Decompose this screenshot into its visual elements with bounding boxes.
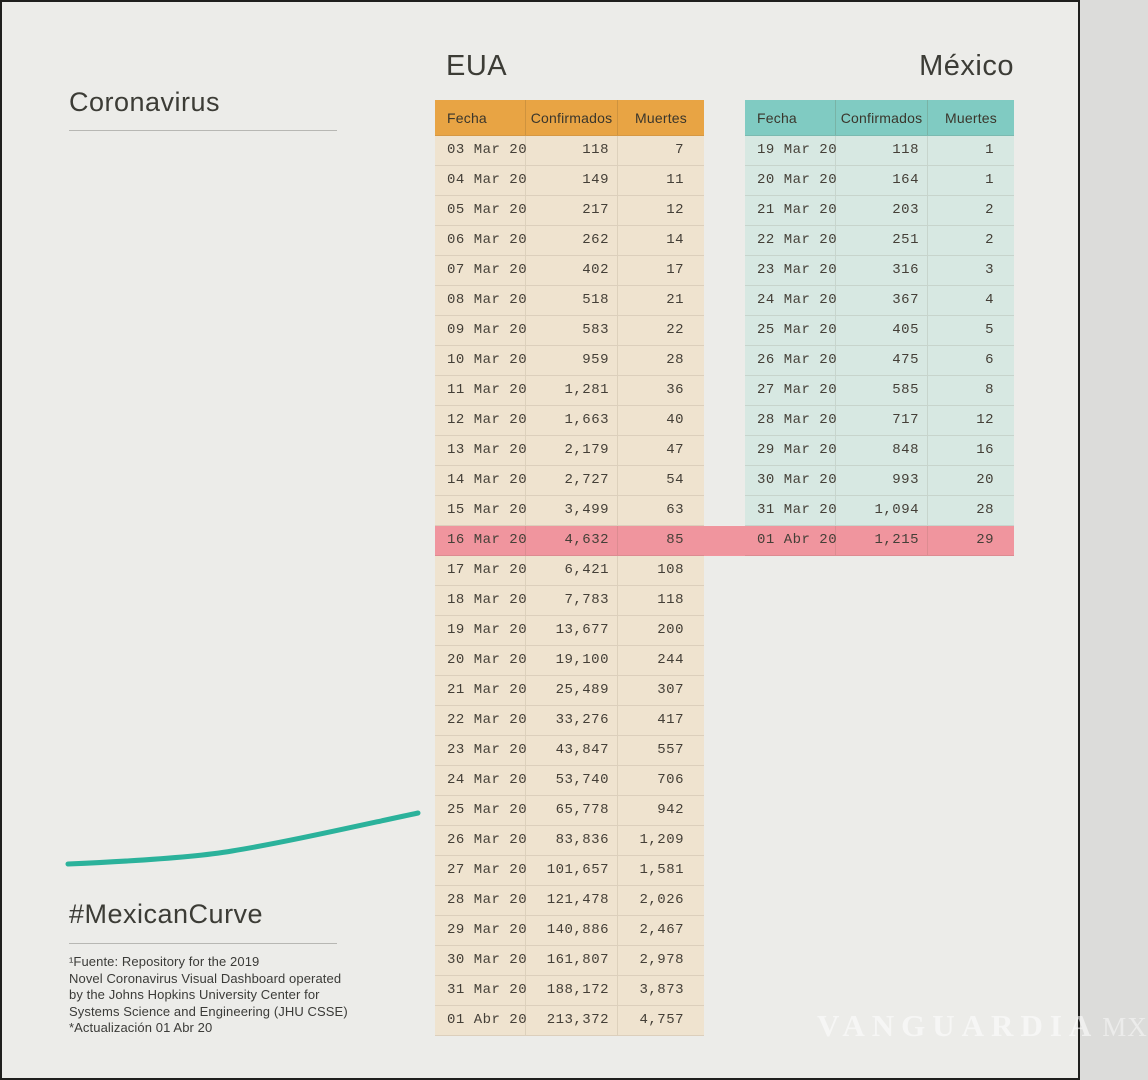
table-row (435, 616, 704, 646)
deaths-cell: 6 (985, 352, 994, 368)
confirmed-cell: 251 (836, 226, 928, 255)
table-row (745, 196, 1014, 226)
confirmed-cell: 405 (836, 316, 928, 345)
confirmed-cell: 217 (526, 196, 618, 225)
confirmed-cell: 367 (836, 286, 928, 315)
table-row (435, 136, 704, 166)
deaths-cell: 5 (985, 322, 994, 338)
date-cell: 21 Mar 20 (745, 196, 836, 225)
date-cell: 23 Mar 20 (435, 736, 526, 765)
source-note-line: Systems Science and Engineering (JHU CSSE) (69, 1003, 348, 1019)
date-cell: 18 Mar 20 (435, 586, 526, 615)
title-underline (69, 130, 337, 131)
table-row (435, 886, 704, 916)
deaths-cell: 11 (666, 172, 684, 188)
date-cell: 08 Mar 20 (435, 286, 526, 315)
confirmed-cell: 1,094 (836, 496, 928, 525)
deaths-cell: 417 (657, 712, 684, 728)
deaths-cell: 118 (657, 592, 684, 608)
table-header-row (745, 100, 1014, 136)
deaths-cell: 1 (985, 142, 994, 158)
date-cell: 23 Mar 20 (745, 256, 836, 285)
date-cell: 16 Mar 20 (435, 526, 526, 555)
confirmed-cell: 118 (526, 136, 618, 165)
table-row (435, 286, 704, 316)
date-cell: 24 Mar 20 (745, 286, 836, 315)
confirmed-cell: 402 (526, 256, 618, 285)
confirmed-cell: 7,783 (526, 586, 618, 615)
date-cell: 29 Mar 20 (745, 436, 836, 465)
eua-table (435, 100, 704, 1036)
source-note-line: ¹Fuente: Repository for the 2019 (69, 954, 260, 969)
deaths-cell: 17 (666, 262, 684, 278)
table-row (745, 136, 1014, 166)
deaths-cell: 2,026 (639, 892, 684, 908)
confirmed-cell: 118 (836, 136, 928, 165)
mexican-curve-line (57, 797, 427, 877)
source-note-line: *Actualización 01 Abr 20 (69, 1020, 213, 1036)
date-cell: 28 Mar 20 (745, 406, 836, 435)
date-cell: 15 Mar 20 (435, 496, 526, 525)
table-row (435, 1006, 704, 1036)
table-row (435, 376, 704, 406)
date-cell: 31 Mar 20 (435, 976, 526, 1005)
date-cell: 25 Mar 20 (435, 796, 526, 825)
deaths-cell: 1,209 (639, 832, 684, 848)
table-row (435, 196, 704, 226)
table-row (745, 346, 1014, 376)
table-row (435, 586, 704, 616)
deaths-cell: 29 (976, 532, 994, 548)
deaths-cell: 47 (666, 442, 684, 458)
confirmed-cell: 33,276 (526, 706, 618, 735)
table-row (435, 826, 704, 856)
date-cell: 22 Mar 20 (435, 706, 526, 735)
confirmed-cell: 717 (836, 406, 928, 435)
table-row (435, 166, 704, 196)
date-cell: 28 Mar 20 (435, 886, 526, 915)
date-cell: 09 Mar 20 (435, 316, 526, 345)
table-row (435, 406, 704, 436)
deaths-cell: 108 (657, 562, 684, 578)
date-cell: 11 Mar 20 (435, 376, 526, 405)
deaths-cell: 307 (657, 682, 684, 698)
eua-table-title: EUA (446, 50, 508, 82)
table-row (435, 676, 704, 706)
deaths-cell: 14 (666, 232, 684, 248)
source-note-line: Novel Coronavirus Visual Dashboard operated (69, 970, 342, 986)
confirmed-cell: 83,836 (526, 826, 618, 855)
table-row (745, 526, 1014, 556)
deaths-cell: 22 (666, 322, 684, 338)
table-row (435, 946, 704, 976)
confirmed-cell: 53,740 (526, 766, 618, 795)
table-row (745, 226, 1014, 256)
column-header: Muertes (635, 110, 687, 126)
confirmed-cell: 583 (526, 316, 618, 345)
table-row (435, 496, 704, 526)
table-row (435, 226, 704, 256)
confirmed-cell: 65,778 (526, 796, 618, 825)
column-header: Fecha (745, 100, 836, 135)
hashtag-underline (69, 943, 337, 944)
table-row (745, 436, 1014, 466)
confirmed-cell: 1,281 (526, 376, 618, 405)
table-row (435, 736, 704, 766)
mexico-table (745, 100, 1014, 556)
confirmed-cell: 43,847 (526, 736, 618, 765)
date-cell: 10 Mar 20 (435, 346, 526, 375)
deaths-cell: 28 (976, 502, 994, 518)
confirmed-cell: 475 (836, 346, 928, 375)
page-title: Coronavirus (69, 87, 221, 117)
watermark-brand: VANGUARDIA (817, 1008, 1099, 1043)
confirmed-cell: 25,489 (526, 676, 618, 705)
deaths-cell: 706 (657, 772, 684, 788)
date-cell: 27 Mar 20 (435, 856, 526, 885)
confirmed-cell: 6,421 (526, 556, 618, 585)
confirmed-cell: 848 (836, 436, 928, 465)
confirmed-cell: 2,179 (526, 436, 618, 465)
deaths-cell: 63 (666, 502, 684, 518)
table-row (745, 496, 1014, 526)
date-cell: 26 Mar 20 (745, 346, 836, 375)
date-cell: 30 Mar 20 (435, 946, 526, 975)
table-row (435, 916, 704, 946)
date-cell: 25 Mar 20 (745, 316, 836, 345)
table-row (435, 766, 704, 796)
deaths-cell: 8 (985, 382, 994, 398)
deaths-cell: 28 (666, 352, 684, 368)
deaths-cell: 54 (666, 472, 684, 488)
deaths-cell: 36 (666, 382, 684, 398)
date-cell: 24 Mar 20 (435, 766, 526, 795)
date-cell: 19 Mar 20 (745, 136, 836, 165)
deaths-cell: 12 (976, 412, 994, 428)
table-row (435, 646, 704, 676)
table-row (745, 256, 1014, 286)
confirmed-cell: 203 (836, 196, 928, 225)
date-cell: 04 Mar 20 (435, 166, 526, 195)
deaths-cell: 3,873 (639, 982, 684, 998)
deaths-cell: 557 (657, 742, 684, 758)
confirmed-cell: 121,478 (526, 886, 618, 915)
date-cell: 22 Mar 20 (745, 226, 836, 255)
watermark (817, 1008, 1148, 1044)
confirmed-cell: 1,663 (526, 406, 618, 435)
date-cell: 20 Mar 20 (435, 646, 526, 675)
date-cell: 05 Mar 20 (435, 196, 526, 225)
date-cell: 17 Mar 20 (435, 556, 526, 585)
deaths-cell: 16 (976, 442, 994, 458)
column-header: Fecha (435, 100, 526, 135)
confirmed-cell: 518 (526, 286, 618, 315)
deaths-cell: 2 (985, 232, 994, 248)
deaths-cell: 3 (985, 262, 994, 278)
table-row (745, 466, 1014, 496)
source-note-line: by the Johns Hopkins University Center for (69, 987, 320, 1003)
confirmed-cell: 19,100 (526, 646, 618, 675)
source-note (69, 954, 348, 1037)
deaths-cell: 40 (666, 412, 684, 428)
table-row (745, 316, 1014, 346)
confirmed-cell: 140,886 (526, 916, 618, 945)
deaths-cell: 2,467 (639, 922, 684, 938)
confirmed-cell: 4,632 (526, 526, 618, 555)
confirmed-cell: 101,657 (526, 856, 618, 885)
table-row (435, 466, 704, 496)
confirmed-cell: 262 (526, 226, 618, 255)
hashtag-title: #MexicanCurve (69, 899, 264, 929)
table-row (435, 316, 704, 346)
table-header-row (435, 100, 704, 136)
confirmed-cell: 213,372 (526, 1006, 618, 1035)
table-row (435, 976, 704, 1006)
deaths-cell: 244 (657, 652, 684, 668)
table-row (435, 256, 704, 286)
date-cell: 30 Mar 20 (745, 466, 836, 495)
confirmed-cell: 2,727 (526, 466, 618, 495)
date-cell: 12 Mar 20 (435, 406, 526, 435)
date-cell: 13 Mar 20 (435, 436, 526, 465)
date-cell: 14 Mar 20 (435, 466, 526, 495)
table-row (435, 526, 704, 556)
deaths-cell: 7 (675, 142, 684, 158)
deaths-cell: 12 (666, 202, 684, 218)
deaths-cell: 942 (657, 802, 684, 818)
column-header: Muertes (945, 110, 997, 126)
date-cell: 01 Abr 20 (435, 1006, 526, 1035)
table-row (435, 346, 704, 376)
confirmed-cell: 993 (836, 466, 928, 495)
date-cell: 26 Mar 20 (435, 826, 526, 855)
date-cell: 21 Mar 20 (435, 676, 526, 705)
table-row (435, 856, 704, 886)
confirmed-cell: 959 (526, 346, 618, 375)
deaths-cell: 20 (976, 472, 994, 488)
confirmed-cell: 188,172 (526, 976, 618, 1005)
date-cell: 19 Mar 20 (435, 616, 526, 645)
confirmed-cell: 161,807 (526, 946, 618, 975)
deaths-cell: 21 (666, 292, 684, 308)
deaths-cell: 1,581 (639, 862, 684, 878)
confirmed-cell: 164 (836, 166, 928, 195)
date-cell: 01 Abr 20 (745, 526, 836, 555)
date-cell: 07 Mar 20 (435, 256, 526, 285)
column-header: Confirmados (836, 100, 928, 135)
table-row (745, 286, 1014, 316)
deaths-cell: 4 (985, 292, 994, 308)
confirmed-cell: 13,677 (526, 616, 618, 645)
table-row (745, 166, 1014, 196)
table-row (435, 436, 704, 466)
date-cell: 27 Mar 20 (745, 376, 836, 405)
watermark-suffix: MX (1102, 1012, 1148, 1042)
date-cell: 20 Mar 20 (745, 166, 836, 195)
column-header: Confirmados (526, 100, 618, 135)
table-row (435, 706, 704, 736)
date-cell: 29 Mar 20 (435, 916, 526, 945)
deaths-cell: 1 (985, 172, 994, 188)
mexico-table-title: México (919, 50, 1014, 82)
deaths-cell: 85 (666, 532, 684, 548)
deaths-cell: 2 (985, 202, 994, 218)
date-cell: 06 Mar 20 (435, 226, 526, 255)
table-row (745, 376, 1014, 406)
deaths-cell: 4,757 (639, 1012, 684, 1028)
deaths-cell: 200 (657, 622, 684, 638)
deaths-cell: 2,978 (639, 952, 684, 968)
table-row (435, 796, 704, 826)
confirmed-cell: 585 (836, 376, 928, 405)
date-cell: 03 Mar 20 (435, 136, 526, 165)
date-cell: 31 Mar 20 (745, 496, 836, 525)
table-row (745, 406, 1014, 436)
confirmed-cell: 1,215 (836, 526, 928, 555)
table-row (435, 556, 704, 586)
confirmed-cell: 316 (836, 256, 928, 285)
confirmed-cell: 3,499 (526, 496, 618, 525)
confirmed-cell: 149 (526, 166, 618, 195)
